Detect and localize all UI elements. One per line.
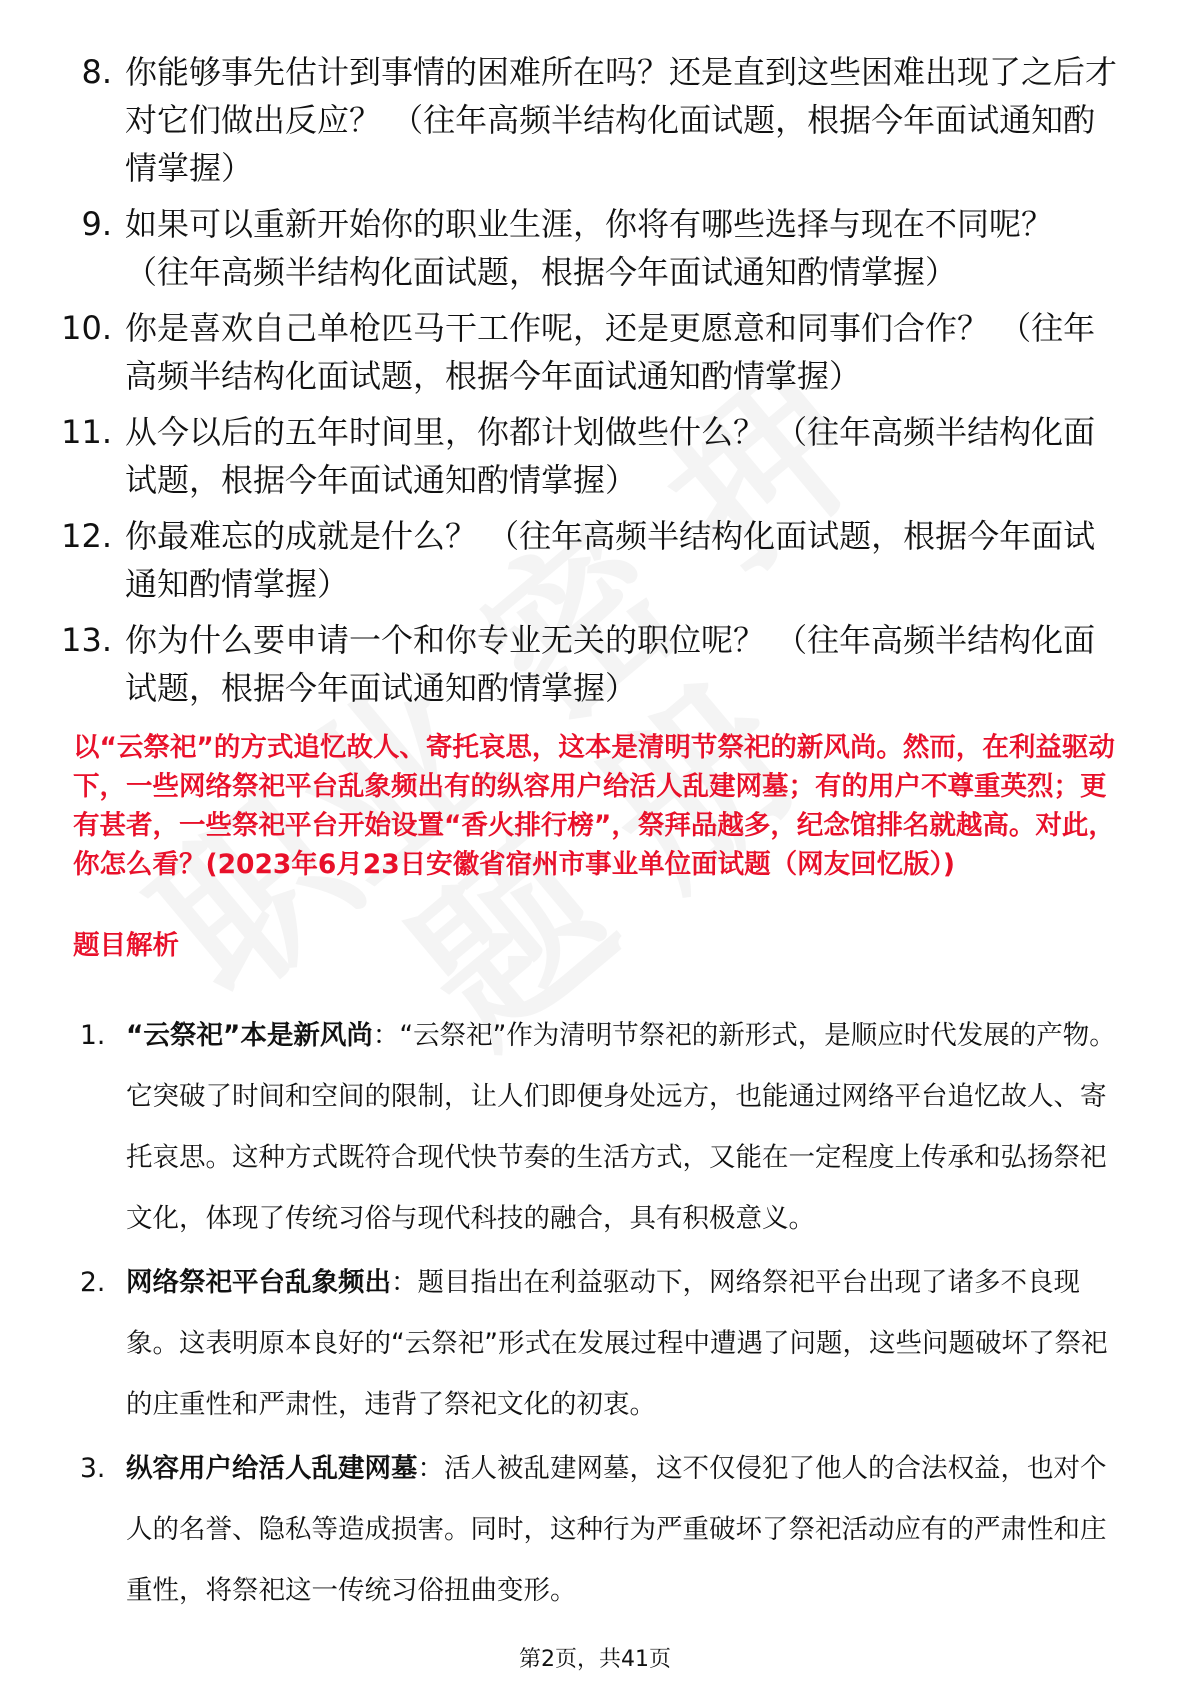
question-number: 11. bbox=[61, 413, 112, 451]
question-number: 13. bbox=[61, 621, 112, 659]
question-text: 你能够事先估计到事情的困难所在吗？还是直到这些困难出现了之后才对它们做出反应？ （往年高频半结构化面试题，根据今年面试通知酌情掌握） bbox=[125, 53, 1118, 187]
question-text: 从今以后的五年时间里，你都计划做些什么？ （往年高频半结构化面试题，根据今年面试通知酌情掌握） bbox=[125, 413, 1096, 499]
question-text: 如果可以重新开始你的职业生涯，你将有哪些选择与现在不同呢？ （往年高频半结构化面试题，根据今年面试通知酌情掌握） bbox=[125, 205, 1054, 291]
question-item bbox=[0, 408, 1190, 504]
page-footer: 第2页，共41页 bbox=[519, 1647, 671, 1672]
analysis-number: 1. bbox=[80, 1020, 106, 1051]
analysis-point-text: ：活人被乱建网墓，这不仅侵犯了他人的合法权益，也对个人的名誉、隐私等造成损害。同时，这种行为严重破坏了祭祀活动应有的严肃性和庄重性，将祭祀这一传统习俗扭曲变形。 bbox=[126, 1453, 1107, 1606]
question-item bbox=[0, 616, 1190, 712]
featured-question: 以“云祭祀”的方式追忆故人、寄托哀思，这本是清明节祭祀的新风尚。然而，在利益驱动下，一些网络祭祀平台乱象频出有的纵容用户给活人乱建网墓；有的用户不尊重英烈；更有甚者，一些祭祀平台开始设置“香火排行榜”，祭拜品越多，纪念馆排名就越高。对此，你怎么看？(2023年6月23日安徽省宿州市事业单位面试题（网友回忆版）) bbox=[73, 732, 1115, 880]
question-text: 你最难忘的成就是什么？ （往年高频半结构化面试题，根据今年面试通知酌情掌握） bbox=[125, 517, 1096, 603]
question-number: 9. bbox=[81, 205, 112, 243]
analysis-item bbox=[0, 1438, 1190, 1621]
analysis-point-text: ：“云祭祀”作为清明节祭祀的新形式，是顺应时代发展的产物。它突破了时间和空间的限制，让人们即便身处远方，也能通过网络平台追忆故人、寄托哀思。这种方式既符合现代快节奏的生活方式，又能在一定程度上传承和弘扬祭祀文化，体现了传统习俗与现代科技的融合，具有积极意义。 bbox=[126, 1020, 1116, 1234]
question-list bbox=[0, 48, 1190, 720]
question-item bbox=[0, 48, 1190, 192]
analysis-point-title: “云祭祀”本是新风尚 bbox=[126, 1020, 373, 1051]
analysis-heading: 题目解析 bbox=[73, 930, 179, 961]
analysis-number: 2. bbox=[80, 1267, 106, 1298]
question-text: 你为什么要申请一个和你专业无关的职位呢？ （往年高频半结构化面试题，根据今年面试通知酌情掌握） bbox=[125, 621, 1096, 707]
question-text: 你是喜欢自己单枪匹马干工作呢，还是更愿意和同事们合作？ （往年高频半结构化面试题，根据今年面试通知酌情掌握） bbox=[125, 309, 1096, 395]
question-number: 10. bbox=[61, 309, 112, 347]
analysis-list bbox=[0, 1005, 1190, 1624]
analysis-point-title: 纵容用户给活人乱建网墓 bbox=[126, 1453, 418, 1484]
question-number: 12. bbox=[61, 517, 112, 555]
question-number: 8. bbox=[81, 53, 112, 91]
analysis-item bbox=[0, 1252, 1190, 1435]
question-item bbox=[0, 304, 1190, 400]
analysis-number: 3. bbox=[80, 1453, 106, 1484]
analysis-point-title: 网络祭祀平台乱象频出 bbox=[126, 1267, 391, 1298]
analysis-item bbox=[0, 1005, 1190, 1249]
question-item bbox=[0, 512, 1190, 608]
question-item bbox=[0, 200, 1190, 296]
analysis-point-text: ：题目指出在利益驱动下，网络祭祀平台出现了诸多不良现象。这表明原本良好的“云祭祀”形式在发展过程中遭遇了问题，这些问题破坏了祭祀的庄重性和严肃性，违背了祭祀文化的初衷。 bbox=[126, 1267, 1108, 1420]
